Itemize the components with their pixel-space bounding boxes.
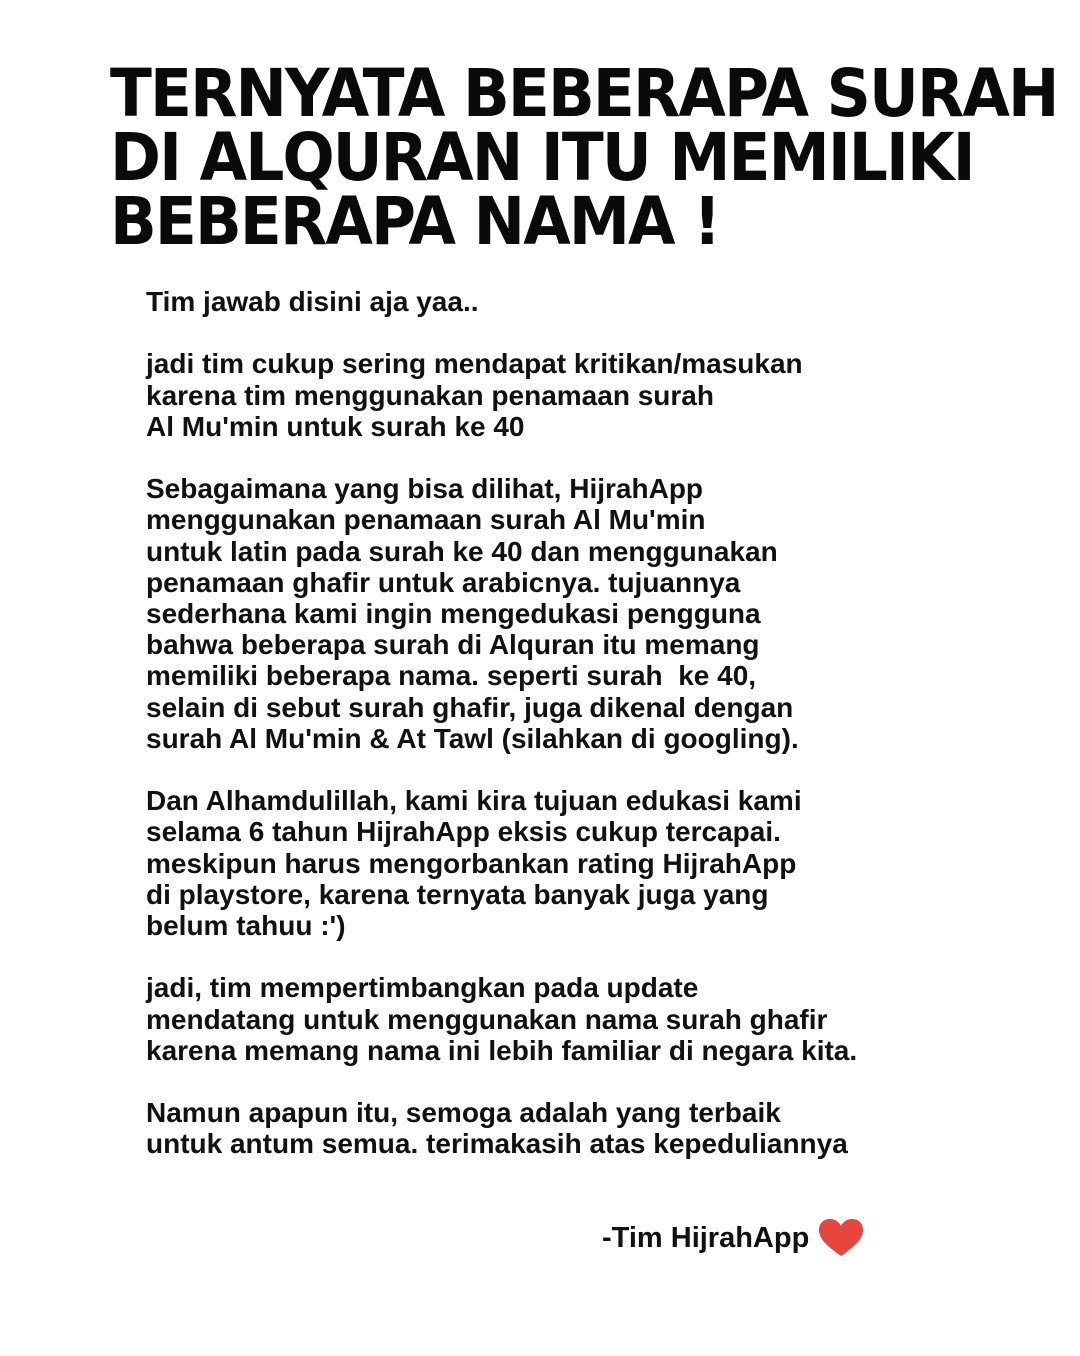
headline: [110, 55, 1058, 260]
paragraph-intro: [146, 286, 1046, 317]
paragraph-update: [146, 972, 1046, 1066]
paragraph-explanation: [146, 473, 1046, 754]
text-line: menggunakan penamaan surah Al Mu'min: [146, 504, 706, 536]
text-line: di playstore, karena ternyata banyak juga yang: [146, 878, 769, 910]
text-line: meskipun harus mengorbankan rating HijrahApp: [146, 847, 797, 879]
text-line: Dan Alhamdulillah, kami kira tujuan edukasi kami: [146, 785, 802, 817]
text-line: Al Mu'min untuk surah ke 40: [146, 410, 525, 442]
paragraph-alhamdulillah: [146, 785, 1046, 941]
text-line: jadi tim cukup sering mendapat kritikan/masukan: [146, 348, 803, 380]
text-line: untuk antum semua. terimakasih atas kepeduliannya: [146, 1128, 848, 1160]
text-line: untuk latin pada surah ke 40 dan menggunakan: [146, 535, 778, 567]
text-line: bahwa beberapa surah di Alquran itu memang: [146, 629, 760, 661]
text-line: karena tim menggunakan penamaan surah: [146, 379, 714, 411]
text-line: Tim jawab disini aja yaa..: [146, 286, 479, 317]
text-line: sederhana kami ingin mengedukasi pengguna: [146, 598, 761, 629]
text-line: penamaan ghafir untuk arabicnya. tujuannya: [146, 566, 741, 598]
body-text: [146, 286, 1046, 1191]
text-line: selama 6 tahun HijrahApp eksis cukup tercapai.: [146, 816, 781, 848]
text-line: belum tahuu :'): [146, 910, 346, 942]
paragraph-closing: [146, 1097, 1046, 1159]
signature: [602, 1218, 865, 1258]
text-line: Sebagaimana yang bisa dilihat, HijrahApp: [146, 473, 704, 505]
headline-line: DI ALQURAN ITU MEMILIKI: [110, 119, 974, 196]
text-line: Namun apapun itu, semoga adalah yang terbaik: [146, 1097, 781, 1129]
text-line: memiliki beberapa nama. seperti surah ke 40,: [146, 660, 757, 692]
text-line: jadi, tim mempertimbangkan pada update: [146, 972, 699, 1004]
heart-icon: [817, 1218, 865, 1258]
text-line: karena memang nama ini lebih familiar di negara kita.: [146, 1034, 858, 1066]
paragraph-criticism: [146, 348, 1046, 442]
headline-line: BEBERAPA NAMA !: [110, 183, 720, 260]
headline-line: TERNYATA BEBERAPA SURAH: [110, 55, 1058, 132]
text-line: mendatang untuk menggunakan nama surah ghafir: [146, 1003, 828, 1035]
text-line: surah Al Mu'min & At Tawl (silahkan di googling).: [146, 722, 799, 754]
text-line: selain di sebut surah ghafir, juga dikenal dengan: [146, 691, 794, 723]
signature-text: -Tim HijrahApp: [602, 1222, 810, 1254]
